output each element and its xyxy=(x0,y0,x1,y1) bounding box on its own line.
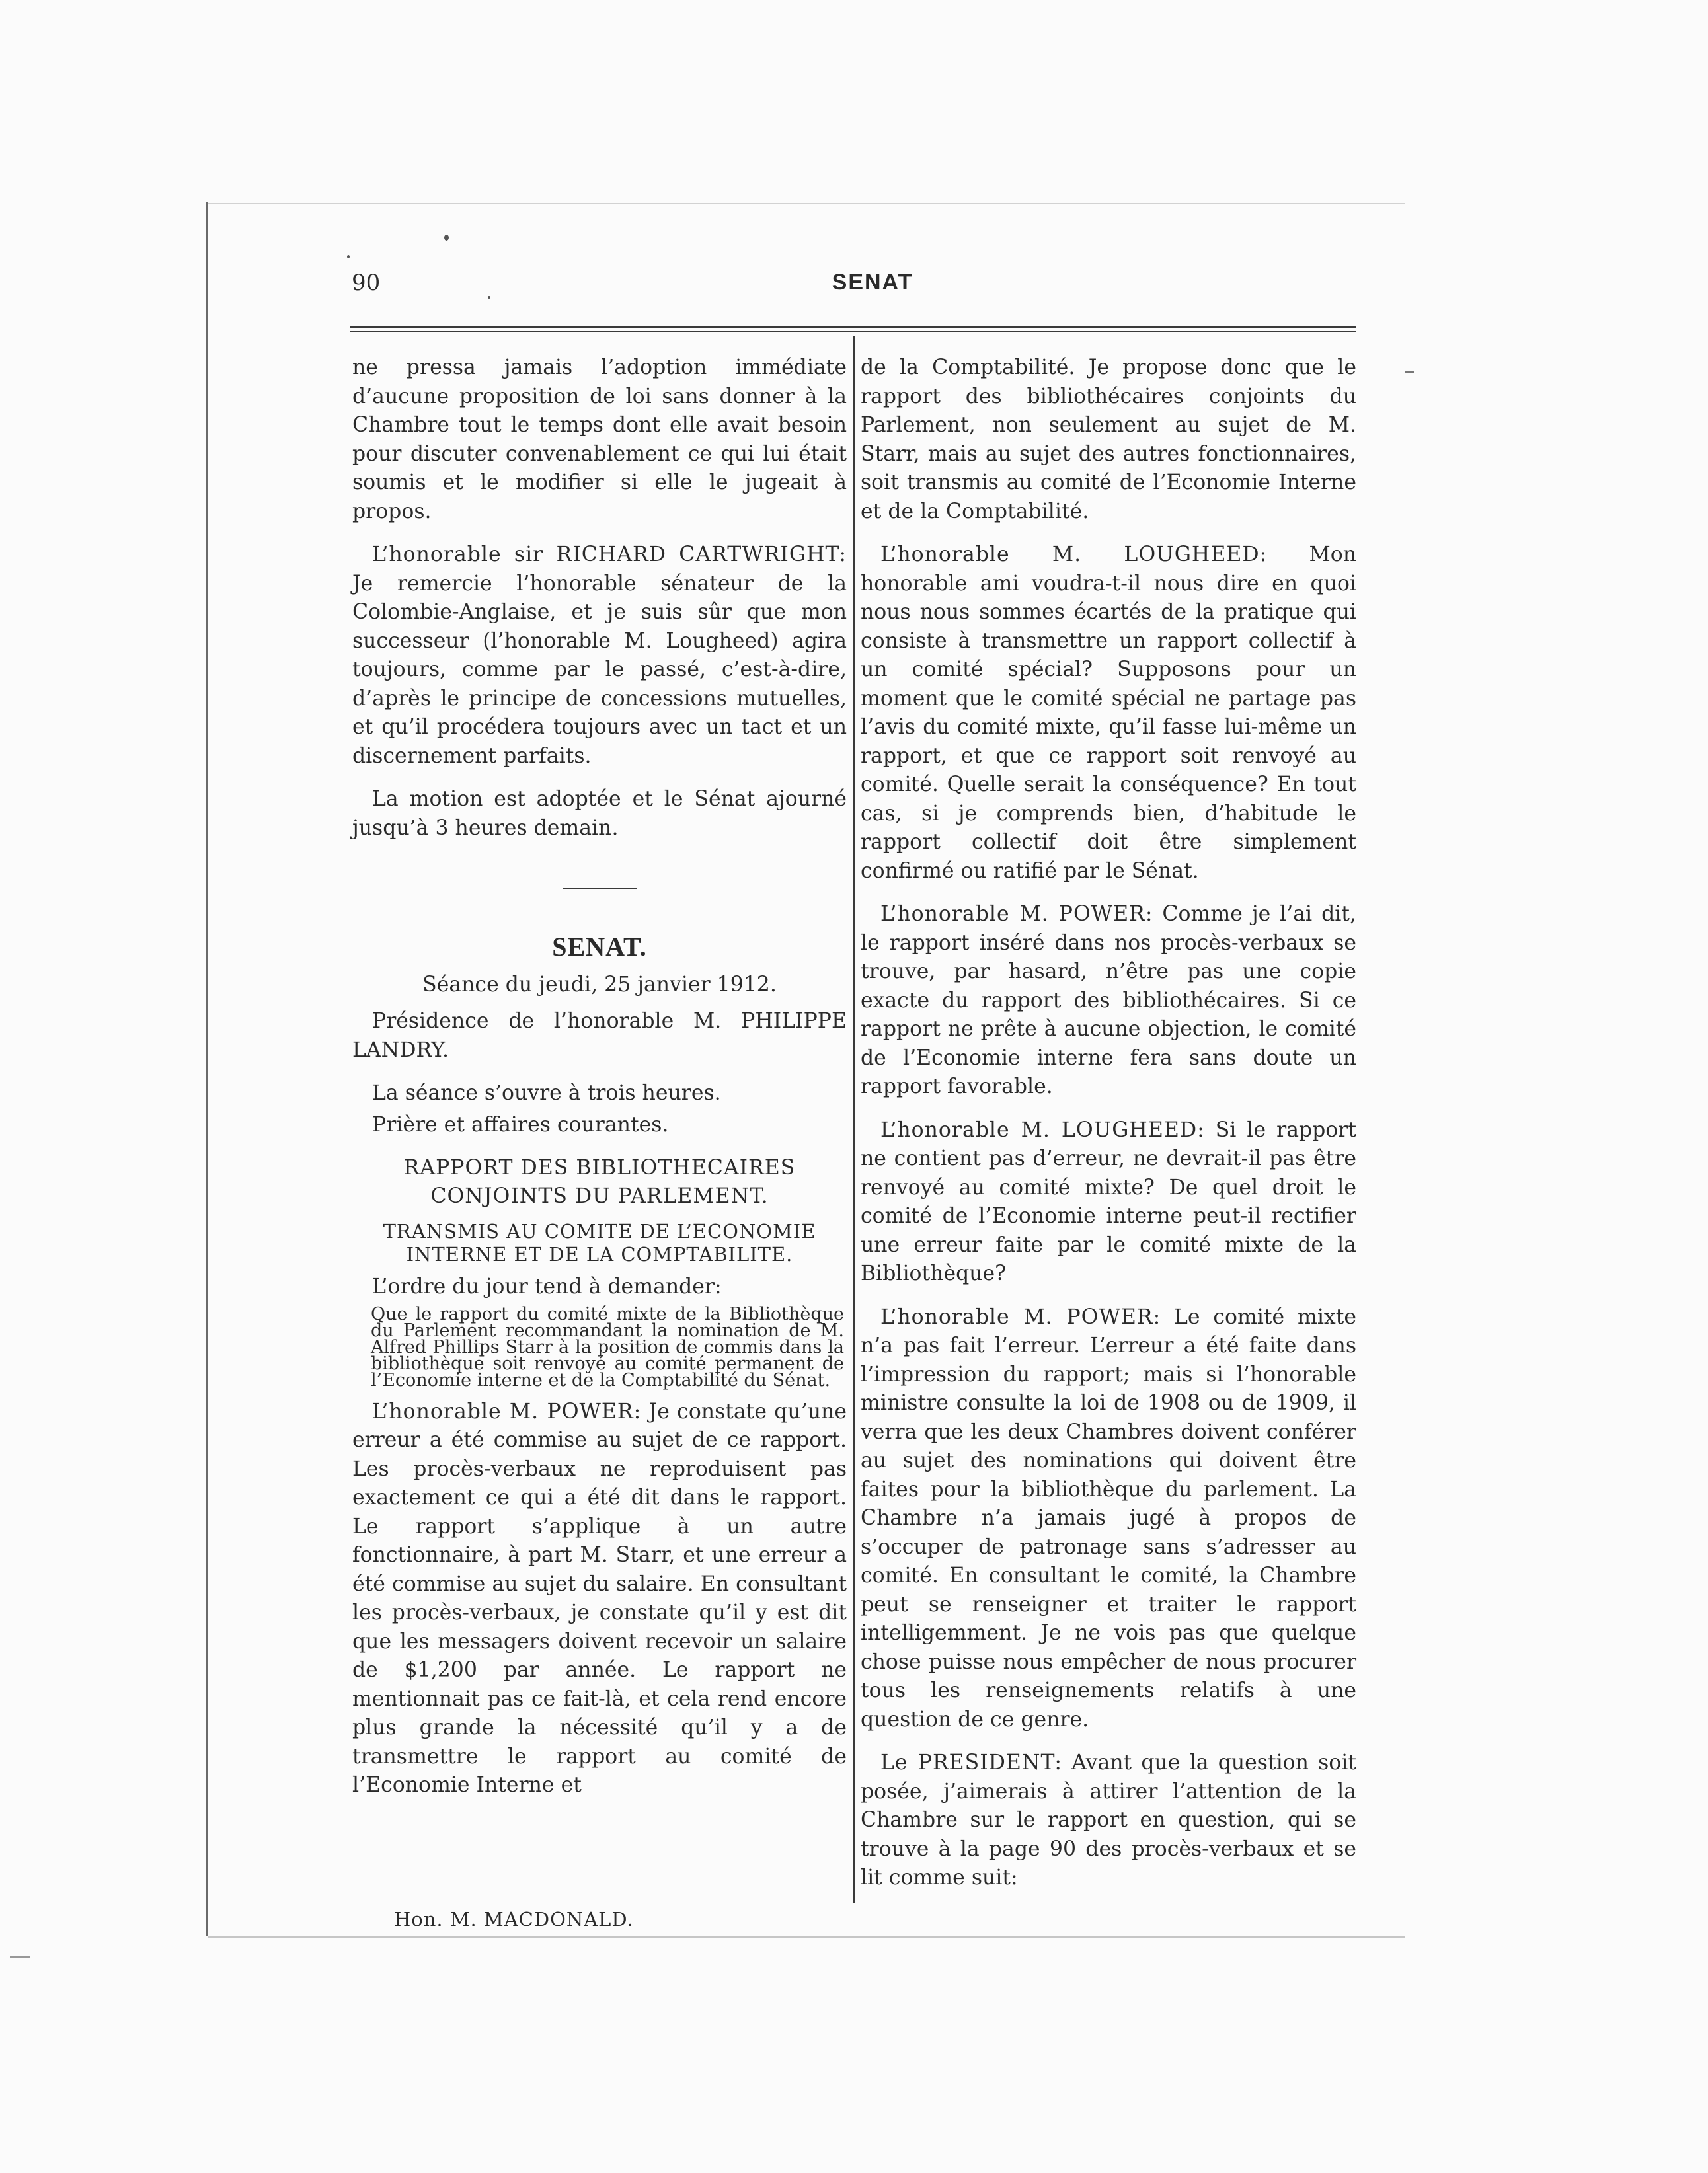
speech-text: Mon honorable ami voudra-t-il nous dire en quoi nous nous sommes écartés de la pratique qui consiste à transmettre un rapport collectif à un comité spécial? Supposons pour un moment que le comité spécial ne partage pas l’avis du comité mixte, qu’il fasse lui-même un rapport, et que ce rapport soit renvoyé au comité. Quelle serait la conséquence? En tout cas, si je comprends bien, d’habitude le rapport collectif doit être simplement confirmé ou ratifié par le Sénat. xyxy=(861,543,1356,883)
page-number: 90 xyxy=(352,270,381,296)
speaker-name: L’honorable sir RICHARD CARTWRIGHT: xyxy=(372,543,847,566)
section-separator xyxy=(563,888,637,889)
presidency-line: Présidence de l’honorable M. PHILIPPE LANDRY. xyxy=(352,1009,847,1062)
paragraph xyxy=(861,1749,1356,1893)
speech-text: Le comité mixte n’a pas fait l’erreur. L’erreur a été faite dans l’impression du rapport; mais si l’honorable ministre consulte la loi de 1908 ou de 1909, il verra que les deux Chambres doivent conférer au sujet des nominations qui doivent être faites pour la bibliothèque du parlement. La Chambre n’a jamais jugé à propos de s’occuper de patronage sans s’adresser au comité. En consultant le comité, la Chambre peut se renseigner et traiter le rapport intelligemment. Je ne vois pas que quelque chose puisse nous empêcher de nous procurer tous les renseignements relatifs à une question de ce genre. xyxy=(861,1305,1356,1732)
speaker-name: L’honorable M. POWER: xyxy=(880,1305,1161,1329)
scan-mark xyxy=(10,1956,30,1958)
page-footer: Hon. M. MACDONALD. xyxy=(394,1908,634,1930)
opening-line: La séance s’ouvre à trois heures. xyxy=(372,1081,721,1105)
scan-mark xyxy=(1405,371,1414,373)
paragraph xyxy=(861,541,1356,886)
scan-border-top xyxy=(208,203,1405,204)
speech-text: Comme je l’ai dit, le rapport inséré dans nos procès-verbaux se trouve, par hasard, n’être pas une copie exacte du rapport des bibliothécaires. Si ce rapport ne prête à aucune objection, le comité de l’Economie interne fera sans doute un rapport favorable. xyxy=(861,902,1356,1098)
running-head: SENAT xyxy=(832,270,913,295)
scan-speck xyxy=(347,255,350,258)
column-divider xyxy=(853,336,855,1903)
scan-speck xyxy=(444,235,449,241)
speech-text: Je remercie l’honorable sénateur de la Colombie-Anglaise, et je suis sûr que mon successeur (l’honorable M. Lougheed) agira toujours, comme par le passé, c’est-à-dire, d’après le principe de concessions mutuelles, et qu’il procédera toujours avec un tact et un discernement parfaits. xyxy=(352,571,847,768)
paragraph xyxy=(352,541,847,771)
header-rule-bottom xyxy=(350,331,1356,332)
paragraph: de la Comptabilité. Je propose donc que le rapport des bibliothécaires conjoints du Parlement, non seulement au sujet de M. Starr, mais au sujet des autres fonctionnaires, soit transmis au comité de l’Economie Interne et de la Comptabilité. xyxy=(861,356,1356,523)
speaker-name: L’honorable M. POWER: xyxy=(372,1399,642,1424)
paragraph: ne pressa jamais l’adoption immédiate d’aucune proposition de loi sans donner à la Chambre tout le temps dont elle avait besoin pour discuter convenablement ce qui lui était soumis et le modifier si elle le jugeait à propos. xyxy=(352,356,847,523)
paragraph xyxy=(861,1303,1356,1735)
speech-text: Si le rapport ne contient pas d’erreur, ne devrait-il pas être renvoyé au comité mixte? De quel droit le comité de l’Economie interne peut-il rectifier une erreur faite par le comité mixte de la Bibliothèque? xyxy=(861,1118,1356,1285)
motion-quote: Que le rapport du comité mixte de la Bibliothèque du Parlement recommandant la nomination de M. Alfred Phillips Starr à la position de commis dans la bibliothèque soit renvoyé au comité permanent de l’Economie interne et de la Comptabilité du Sénat. xyxy=(371,1303,844,1391)
scan-speck xyxy=(488,296,490,299)
scan-border-left xyxy=(206,202,208,1936)
paragraph xyxy=(861,1116,1356,1289)
speech-text: Je constate qu’une erreur a été commise au sujet de ce rapport. Les procès-verbaux ne reproduisent pas exactement ce qui a été dit dans le rapport. Le rapport s’applique à un autre fonctionnaire, à part M. Starr, et une erreur a été commise au sujet du salaire. En consultant les procès-verbaux, je constate qu’il y est dit que les messagers doivent recevoir un salaire de $1,200 par année. Le rapport ne mentionnait pas ce fait-là, et cela rend encore plus grande la nécessité qu’il y a de transmettre le rapport au comité de l’Economie Interne et xyxy=(352,1399,847,1797)
speaker-name: L’honorable M. LOUGHEED: xyxy=(880,1118,1205,1142)
prayers-line: Prière et affaires courantes. xyxy=(372,1112,669,1137)
left-column xyxy=(352,354,847,1815)
sitting-date: Séance du jeudi, 25 janvier 1912. xyxy=(422,972,777,997)
speaker-name: L’honorable M. LOUGHEED: xyxy=(880,543,1268,566)
section-title: SENAT. xyxy=(552,932,647,962)
subject-heading: RAPPORT DES BIBLIOTHECAIRES CONJOINTS DU PARLEMENT. xyxy=(403,1156,796,1208)
paragraph: La motion est adoptée et le Sénat ajourné jusqu’à 3 heures demain. xyxy=(352,787,847,840)
speaker-name: Le PRESIDENT: xyxy=(880,1751,1062,1774)
speech-text: Avant que la question soit posée, j’aimerais à attirer l’attention de la Chambre sur le rapport en question, qui se trouve à la page 90 des procès-verbaux et se lit comme suit: xyxy=(861,1751,1356,1889)
header-rule-top xyxy=(350,326,1356,328)
scan-border-bottom xyxy=(208,1936,1405,1938)
order-of-day: L’ordre du jour tend à demander: xyxy=(372,1275,722,1299)
paragraph xyxy=(861,900,1356,1102)
subject-subheading: TRANSMIS AU COMITE DE L’ECONOMIE INTERNE ET DE LA COMPTABILITE. xyxy=(383,1220,816,1266)
right-column xyxy=(861,354,1356,1907)
speaker-name: L’honorable M. POWER: xyxy=(880,902,1153,926)
paragraph xyxy=(352,1398,847,1800)
